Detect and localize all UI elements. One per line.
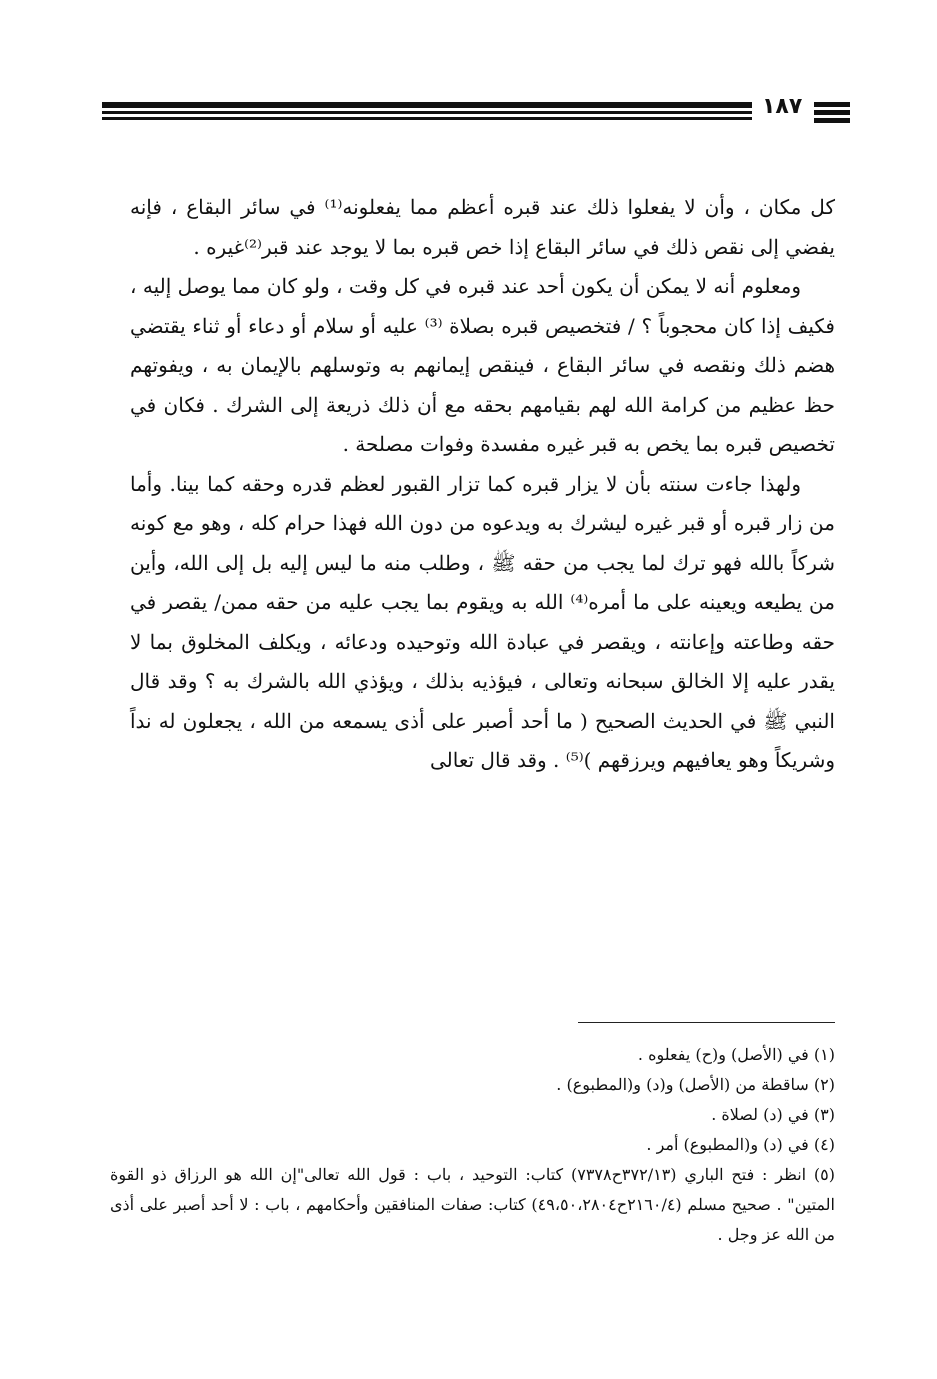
paragraph: ومعلوم أنه لا يمكن أن يكون أحد عند قبره في كل وقت ، ولو كان مما يوصل إليه ، فكيف إذا كان محجوباً ؟ / فتخصيص قبره بصلاة ⁽³⁾ عليه أو سلام أو دعاء أو ثناء يقتضي هضم ذلك ونقصه في سائر البقاع ، فينقص إيمانهم به وتوسلهم بالإيمان به ، ويفوتهم حظ عظيم من كرامة الله لهم بقيامهم بحقه مع أن ذلك ذريعة إلى الشرك . فكان في تخصيص قبره بما يخص به قبر غيره مفسدة وفوات مصلحة . — [130, 274, 835, 456]
footnote-separator — [578, 1022, 835, 1023]
header-rule-right — [814, 102, 850, 126]
page-number: ١٨٧ — [762, 94, 803, 119]
footnotes — [110, 1040, 835, 1250]
footnote: (٤) في (د) و(المطبوع) أمر . — [646, 1135, 835, 1154]
footnote: (٥) انظر : فتح الباري (٣٧٢/١٣ح٧٣٧٨) كتاب: التوحيد ، باب : قول الله تعالى"إن الله هو الرزاق ذو القوة المتين" . صحيح مسلم (٢١٦٠/٤ح٤٩،٥٠،٢٨٠٤) كتاب: صفات المنافقين وأحكامهم ، باب : لا أحد أصبر على أذى من الله عز وجل . — [110, 1165, 836, 1244]
paragraph: ولهذا جاءت سنته بأن لا يزار قبره كما تزار القبور لعظم قدره وحقه كما بينا. وأما من زار قبره أو قبر غيره ليشرك به ويدعوه من دون الله فهذا حرام كله ، وهو مع كونه شركاً بالله فهو ترك لما يجب من حقه ﷺ ، وطلب منه ما ليس إليه بل إلى الله، وأين من يطيعه ويعينه على ما أمره⁽⁴⁾ الله به ويقوم بما يجب عليه من حقه ممن/ يقصر في حقه وطاعته وإعانته ، ويقصر في عبادة الله وتوحيده ودعائه ، ويكلف المخلوق بما لا يقدر عليه إلا الخالق سبحانه وتعالى ، فيؤذيه بذلك ، ويؤذي الله بالشرك به ؟ وقد قال النبي ﷺ في الحديث الصحيح ( ما أحد أصبر على أذى يسمعه من الله ، يجعلون له نداً وشريكاً وهو يعافيهم ويرزقهم )⁽⁵⁾ . وقد قال تعالى — [130, 471, 835, 772]
page-header — [102, 94, 850, 124]
header-rule — [102, 102, 752, 123]
footnote: (٣) في (د) لصلاة . — [711, 1105, 835, 1124]
body-text — [130, 188, 835, 781]
footnote: (١) في (الأصل) و(ح) يفعلوه . — [637, 1045, 835, 1064]
paragraph: كل مكان ، وأن لا يفعلوا ذلك عند قبره أعظم مما يفعلونه⁽¹⁾ في سائر البقاع ، فإنه يفضي إلى نقص ذلك في سائر البقاع إذا خص قبره بما لا يوجد عند قبر⁽²⁾غيره . — [130, 195, 835, 259]
footnote: (٢) ساقطة من (الأصل) و(د) و(المطبوع) . — [556, 1075, 835, 1094]
